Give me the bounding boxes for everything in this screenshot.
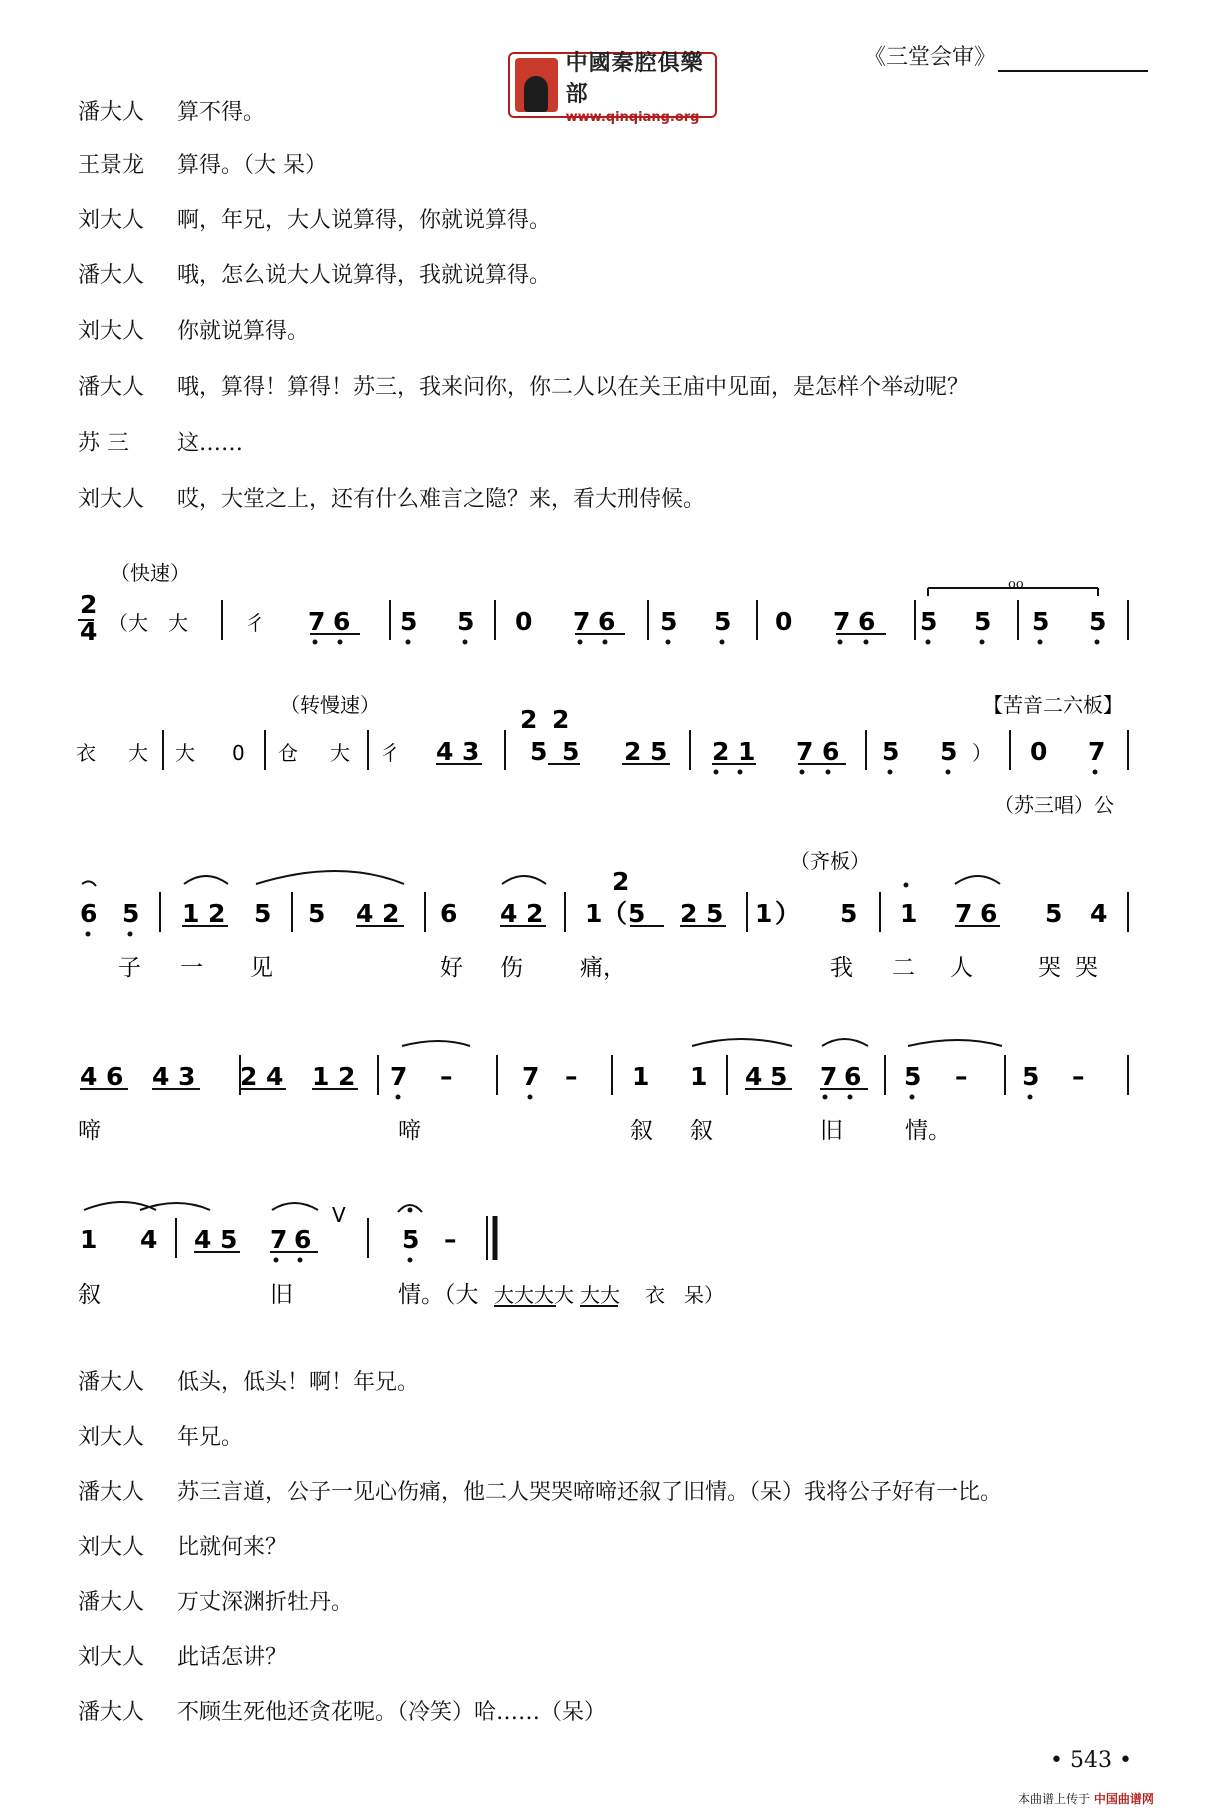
note: 5 bbox=[904, 1062, 922, 1091]
time-signature-bottom: 4 bbox=[80, 617, 98, 646]
speaker: 潘大人 bbox=[78, 263, 145, 288]
dialogue-line bbox=[78, 1367, 419, 1399]
svg-text:oo: oo bbox=[1008, 577, 1024, 592]
note: 5 bbox=[1089, 607, 1107, 636]
note: 7 bbox=[573, 607, 591, 636]
note: 2 bbox=[680, 899, 698, 928]
note: 2 bbox=[526, 899, 544, 928]
note: 7 bbox=[390, 1062, 408, 1091]
tempo-slow: （转慢速） bbox=[280, 693, 380, 717]
dialogue-line bbox=[78, 1477, 1002, 1509]
note: 1 bbox=[900, 899, 918, 928]
note: 6 bbox=[80, 899, 98, 928]
note: ） bbox=[775, 899, 801, 928]
note: 仓 bbox=[278, 741, 298, 765]
logo-name: 中國秦腔俱樂部 bbox=[565, 50, 704, 107]
speaker: 潘大人 bbox=[78, 375, 145, 400]
note: 1 bbox=[182, 899, 200, 928]
note: 大 bbox=[168, 611, 188, 635]
note: 3 bbox=[178, 1062, 196, 1091]
speech: 这…… bbox=[177, 431, 244, 456]
note: 彳 bbox=[380, 741, 400, 765]
speech: 算得。（大 呆） bbox=[177, 153, 327, 178]
note: 5 bbox=[1022, 1062, 1040, 1091]
note: 衣 bbox=[76, 741, 96, 765]
note: 1 bbox=[585, 899, 603, 928]
lyric: 大大大大 bbox=[494, 1283, 574, 1307]
note: 1 bbox=[738, 737, 756, 766]
note: 5 bbox=[882, 737, 900, 766]
note: 1 bbox=[80, 1225, 98, 1254]
lyric: 二 bbox=[892, 955, 915, 981]
speaker: 王景龙 bbox=[78, 153, 145, 178]
grace-note: 2 bbox=[612, 867, 630, 896]
note: 6 bbox=[858, 607, 876, 636]
book-title: 《三堂会审》 bbox=[863, 45, 996, 70]
speaker: 刘大人 bbox=[78, 1645, 145, 1670]
lyric: 哭 bbox=[1075, 955, 1098, 981]
lyric: 啼 bbox=[78, 1118, 101, 1144]
note: 7 bbox=[833, 607, 851, 636]
speaker: 刘大人 bbox=[78, 208, 145, 233]
note: 5 bbox=[400, 607, 418, 636]
upload-credit bbox=[1018, 1790, 1154, 1807]
note: 5 bbox=[706, 899, 724, 928]
speech: 万丈深渊折牡丹。 bbox=[177, 1590, 354, 1615]
speaker: 刘大人 bbox=[78, 319, 145, 344]
note: 5 bbox=[840, 899, 858, 928]
note: 1 bbox=[312, 1062, 330, 1091]
note: 1 bbox=[690, 1062, 708, 1091]
note: 0 bbox=[775, 607, 793, 636]
speech: 比就何来？ bbox=[177, 1535, 288, 1560]
dialogue-line bbox=[78, 1587, 353, 1619]
lyric: 见 bbox=[250, 955, 273, 981]
tempo-fast: （快速） bbox=[110, 561, 190, 585]
note: 5 bbox=[714, 607, 732, 636]
note: 6 bbox=[598, 607, 616, 636]
page-number: • 543 • bbox=[1050, 1748, 1132, 1773]
note: – bbox=[955, 1062, 968, 1091]
note: 4 bbox=[500, 899, 518, 928]
lyric: 旧 bbox=[270, 1282, 293, 1308]
note: – bbox=[440, 1062, 453, 1091]
note: 5 bbox=[562, 737, 580, 766]
speech: 此话怎讲？ bbox=[177, 1645, 288, 1670]
lyric: 一 bbox=[180, 955, 203, 981]
speech: 苏三言道，公子一见心伤痛，他二人哭哭啼啼还叙了旧情。（呆）我将公子好有一比。 bbox=[177, 1480, 1003, 1505]
note: 大 bbox=[128, 611, 148, 635]
lyric: 痛， bbox=[580, 955, 626, 981]
note: 0 bbox=[515, 607, 533, 636]
note: 7 bbox=[955, 899, 973, 928]
speaker: 潘大人 bbox=[78, 1370, 145, 1395]
note: 6 bbox=[440, 899, 458, 928]
note: 5 bbox=[402, 1225, 420, 1254]
note: 5 bbox=[457, 607, 475, 636]
speaker: 刘大人 bbox=[78, 1535, 145, 1560]
note: 5 bbox=[308, 899, 326, 928]
lyric: 旧 bbox=[820, 1118, 843, 1144]
note: 2 bbox=[240, 1062, 258, 1091]
note: 4 bbox=[80, 1062, 98, 1091]
note: 7 bbox=[308, 607, 326, 636]
note: 大 bbox=[175, 741, 195, 765]
speaker: 潘大人 bbox=[78, 1700, 145, 1725]
speaker: 潘大人 bbox=[78, 100, 145, 125]
note: 3 bbox=[462, 737, 480, 766]
note: – bbox=[444, 1225, 457, 1254]
note: 6 bbox=[980, 899, 998, 928]
note: 4 bbox=[140, 1225, 158, 1254]
note: 0 bbox=[232, 741, 245, 765]
note: 5 bbox=[920, 607, 938, 636]
note: 7 bbox=[1088, 737, 1106, 766]
note: 5 bbox=[122, 899, 140, 928]
qiban-label: （齐板） bbox=[790, 849, 870, 873]
note: 5 bbox=[770, 1062, 788, 1091]
note: 1 bbox=[755, 899, 773, 928]
note: 大 bbox=[128, 741, 148, 765]
note: 5 bbox=[974, 607, 992, 636]
lyric: 叙 bbox=[78, 1282, 101, 1308]
lyric: 大大 bbox=[580, 1283, 620, 1307]
breath-mark: V bbox=[332, 1203, 346, 1227]
note: 5 bbox=[530, 737, 548, 766]
credit-prefix: 本曲谱上传于 bbox=[1018, 1792, 1091, 1806]
note: 2 bbox=[338, 1062, 356, 1091]
note: 4 bbox=[1090, 899, 1108, 928]
speech: 你就说算得。 bbox=[177, 319, 310, 344]
note: 5 bbox=[220, 1225, 238, 1254]
speaker: 刘大人 bbox=[78, 487, 145, 512]
dialogue-line bbox=[78, 1422, 243, 1454]
lyric: 呆） bbox=[684, 1283, 724, 1307]
note: 大 bbox=[330, 741, 350, 765]
credit-site: 中国曲谱网 bbox=[1093, 1792, 1154, 1806]
speech: 年兄。 bbox=[177, 1425, 244, 1450]
speaker: 刘大人 bbox=[78, 1425, 145, 1450]
note: （ bbox=[602, 899, 628, 928]
note: 6 bbox=[822, 737, 840, 766]
speech: 低头，低头！啊！年兄。 bbox=[177, 1370, 420, 1395]
note: 2 bbox=[208, 899, 226, 928]
note: 5 bbox=[1045, 899, 1063, 928]
note: – bbox=[1072, 1062, 1085, 1091]
note: 6 bbox=[844, 1062, 862, 1091]
lyric: 衣 bbox=[645, 1283, 665, 1307]
note: 5 bbox=[940, 737, 958, 766]
note: 2 bbox=[382, 899, 400, 928]
grace-note: 2 bbox=[520, 705, 538, 734]
note: 4 bbox=[266, 1062, 284, 1091]
speech: 哦，怎么说大人说算得，我就说算得。 bbox=[177, 263, 552, 288]
note: 6 bbox=[294, 1225, 312, 1254]
note: （ bbox=[108, 611, 128, 635]
lyric: 叙 bbox=[690, 1118, 713, 1144]
note: 5 bbox=[1032, 607, 1050, 636]
lyric: 子 bbox=[118, 955, 141, 981]
note: 5 bbox=[254, 899, 272, 928]
note: 7 bbox=[522, 1062, 540, 1091]
lyric: 我 bbox=[830, 955, 853, 981]
banshi-label: 【苦音二六板】 bbox=[983, 693, 1123, 717]
note: ） bbox=[972, 741, 992, 765]
lyric: 啼 bbox=[398, 1118, 421, 1144]
lyric: 情。 bbox=[905, 1118, 951, 1144]
speaker: 潘大人 bbox=[78, 1480, 145, 1505]
note: 6 bbox=[333, 607, 351, 636]
note: 7 bbox=[796, 737, 814, 766]
speech: 哎，大堂之上，还有什么难言之隐？来，看大刑侍候。 bbox=[177, 487, 706, 512]
speaker: 苏 三 bbox=[78, 431, 129, 456]
speech: 啊，年兄，大人说算得，你就说算得。 bbox=[177, 208, 552, 233]
note: 2 bbox=[624, 737, 642, 766]
lyric: 叙 bbox=[630, 1118, 653, 1144]
lyric: 好 bbox=[440, 955, 463, 981]
lyric: 哭 bbox=[1038, 955, 1061, 981]
time-signature-top: 2 bbox=[80, 590, 98, 619]
speaker: 潘大人 bbox=[78, 1590, 145, 1615]
note: 4 bbox=[356, 899, 374, 928]
singer-label: （苏三唱）公 bbox=[994, 793, 1114, 817]
note: 1 bbox=[632, 1062, 650, 1091]
note: 4 bbox=[745, 1062, 763, 1091]
dialogue-line bbox=[78, 1532, 287, 1564]
logo-url: www.qinqiang.org bbox=[565, 109, 700, 125]
note: 彳 bbox=[245, 611, 265, 635]
speech: 算不得。 bbox=[177, 100, 266, 125]
note: 7 bbox=[820, 1062, 838, 1091]
lyric: 情。（大 bbox=[398, 1282, 479, 1308]
note: 5 bbox=[628, 899, 646, 928]
note: 4 bbox=[152, 1062, 170, 1091]
note: 4 bbox=[436, 737, 454, 766]
dialogue-line bbox=[78, 1642, 287, 1674]
note: 5 bbox=[650, 737, 668, 766]
grace-note: 2 bbox=[552, 705, 570, 734]
note: – bbox=[565, 1062, 578, 1091]
lyric: 人 bbox=[950, 955, 973, 981]
speech: 不顾生死他还贪花呢。（冷笑）哈……（呆） bbox=[177, 1700, 607, 1725]
speech: 哦，算得！算得！苏三，我来问你，你二人以在关王庙中见面，是怎样个举动呢？ bbox=[177, 375, 970, 400]
note: 2 bbox=[712, 737, 730, 766]
dialogue-line bbox=[78, 1697, 606, 1729]
note: 4 bbox=[194, 1225, 212, 1254]
note: 6 bbox=[106, 1062, 124, 1091]
lyric: 伤 bbox=[500, 955, 523, 981]
note: 5 bbox=[660, 607, 678, 636]
note: 7 bbox=[270, 1225, 288, 1254]
note: 0 bbox=[1030, 737, 1048, 766]
